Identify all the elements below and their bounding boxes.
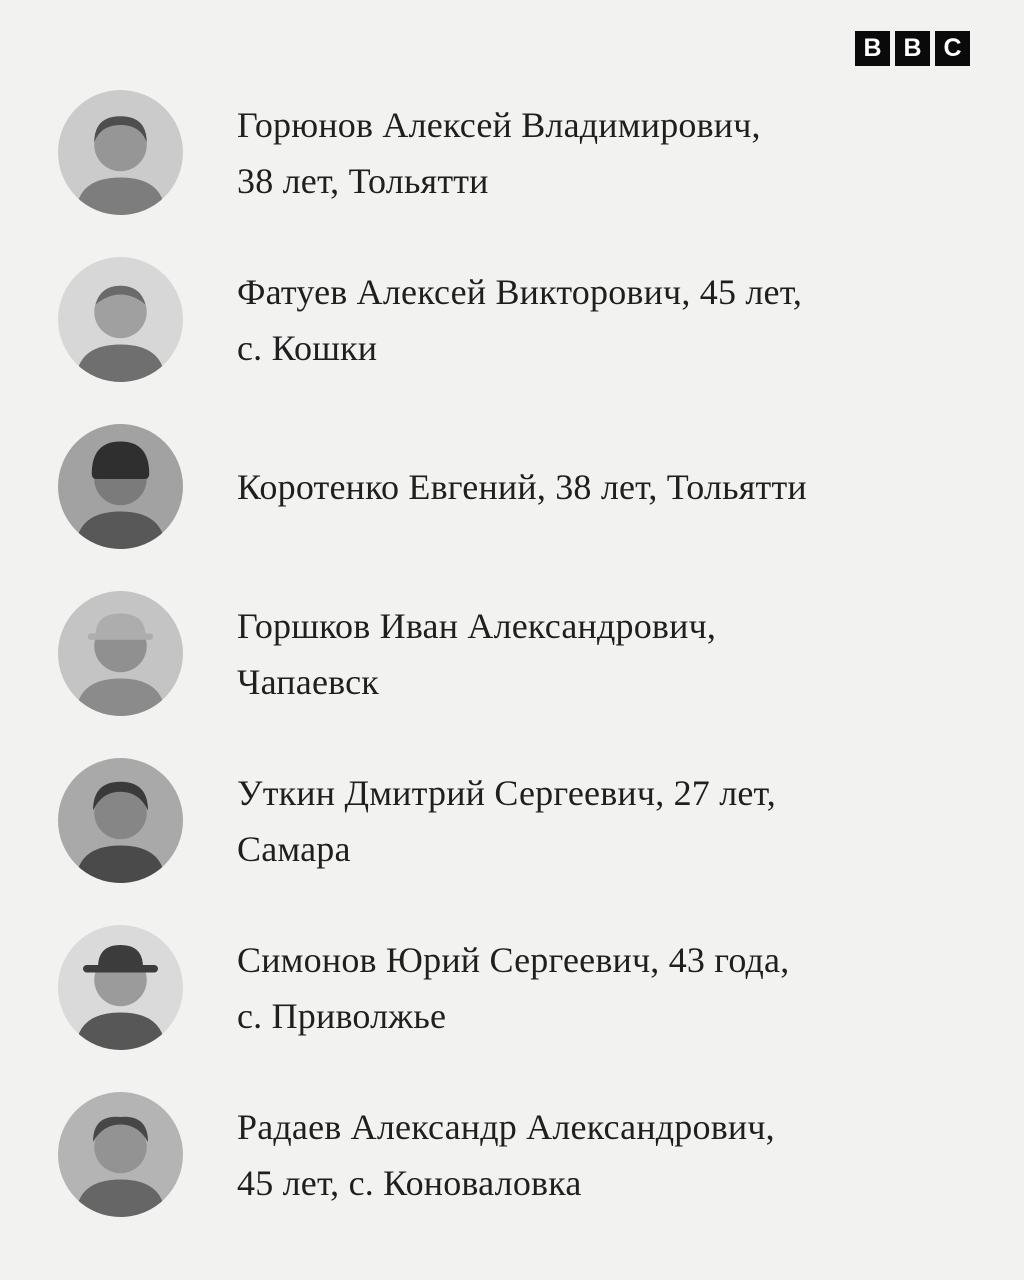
person-name (237, 459, 807, 515)
avatar (58, 257, 183, 382)
person-row (58, 1092, 984, 1217)
person-name-line: Радаев Александр Александрович, (237, 1106, 775, 1147)
person-row (58, 925, 984, 1050)
person-name-line: Чапаевск (237, 661, 379, 702)
bbc-logo-letter-c: C (935, 31, 970, 66)
person-row (58, 591, 984, 716)
person-row (58, 257, 984, 382)
person-portrait-icon (58, 591, 183, 716)
person-portrait-icon (58, 90, 183, 215)
bbc-logo-letter-b2: B (895, 31, 930, 66)
person-name-line: Горюнов Алексей Владимирович, (237, 104, 761, 145)
person-row (58, 758, 984, 883)
person-name (237, 932, 789, 1044)
avatar (58, 1092, 183, 1217)
person-name-line: 38 лет, Тольятти (237, 160, 489, 201)
person-name-line: с. Кошки (237, 327, 378, 368)
avatar (58, 925, 183, 1050)
person-portrait-icon (58, 1092, 183, 1217)
person-name-line: с. Приволжье (237, 995, 447, 1036)
person-name-line: Уткин Дмитрий Сергеевич, 27 лет, (237, 772, 776, 813)
avatar (58, 424, 183, 549)
person-portrait-icon (58, 758, 183, 883)
person-name-line: Коротенко Евгений, 38 лет, Тольятти (237, 466, 807, 507)
avatar (58, 90, 183, 215)
person-portrait-icon (58, 925, 183, 1050)
person-name-line: 45 лет, с. Коноваловка (237, 1162, 582, 1203)
person-name (237, 264, 802, 376)
person-name-line: Самара (237, 828, 351, 869)
person-row (58, 90, 984, 215)
avatar (58, 758, 183, 883)
person-row (58, 424, 984, 549)
person-name-line: Фатуев Алексей Викторович, 45 лет, (237, 271, 803, 312)
person-name (237, 1099, 775, 1211)
people-list (58, 90, 984, 1259)
bbc-logo (855, 31, 970, 66)
person-name (237, 598, 716, 710)
bbc-logo-letter-b1: B (855, 31, 890, 66)
person-portrait-icon (58, 257, 183, 382)
person-portrait-icon (58, 424, 183, 549)
person-name-line: Симонов Юрий Сергеевич, 43 года, (237, 939, 790, 980)
avatar (58, 591, 183, 716)
person-name-line: Горшков Иван Александрович, (237, 605, 717, 646)
person-name (237, 97, 761, 209)
person-name (237, 765, 776, 877)
